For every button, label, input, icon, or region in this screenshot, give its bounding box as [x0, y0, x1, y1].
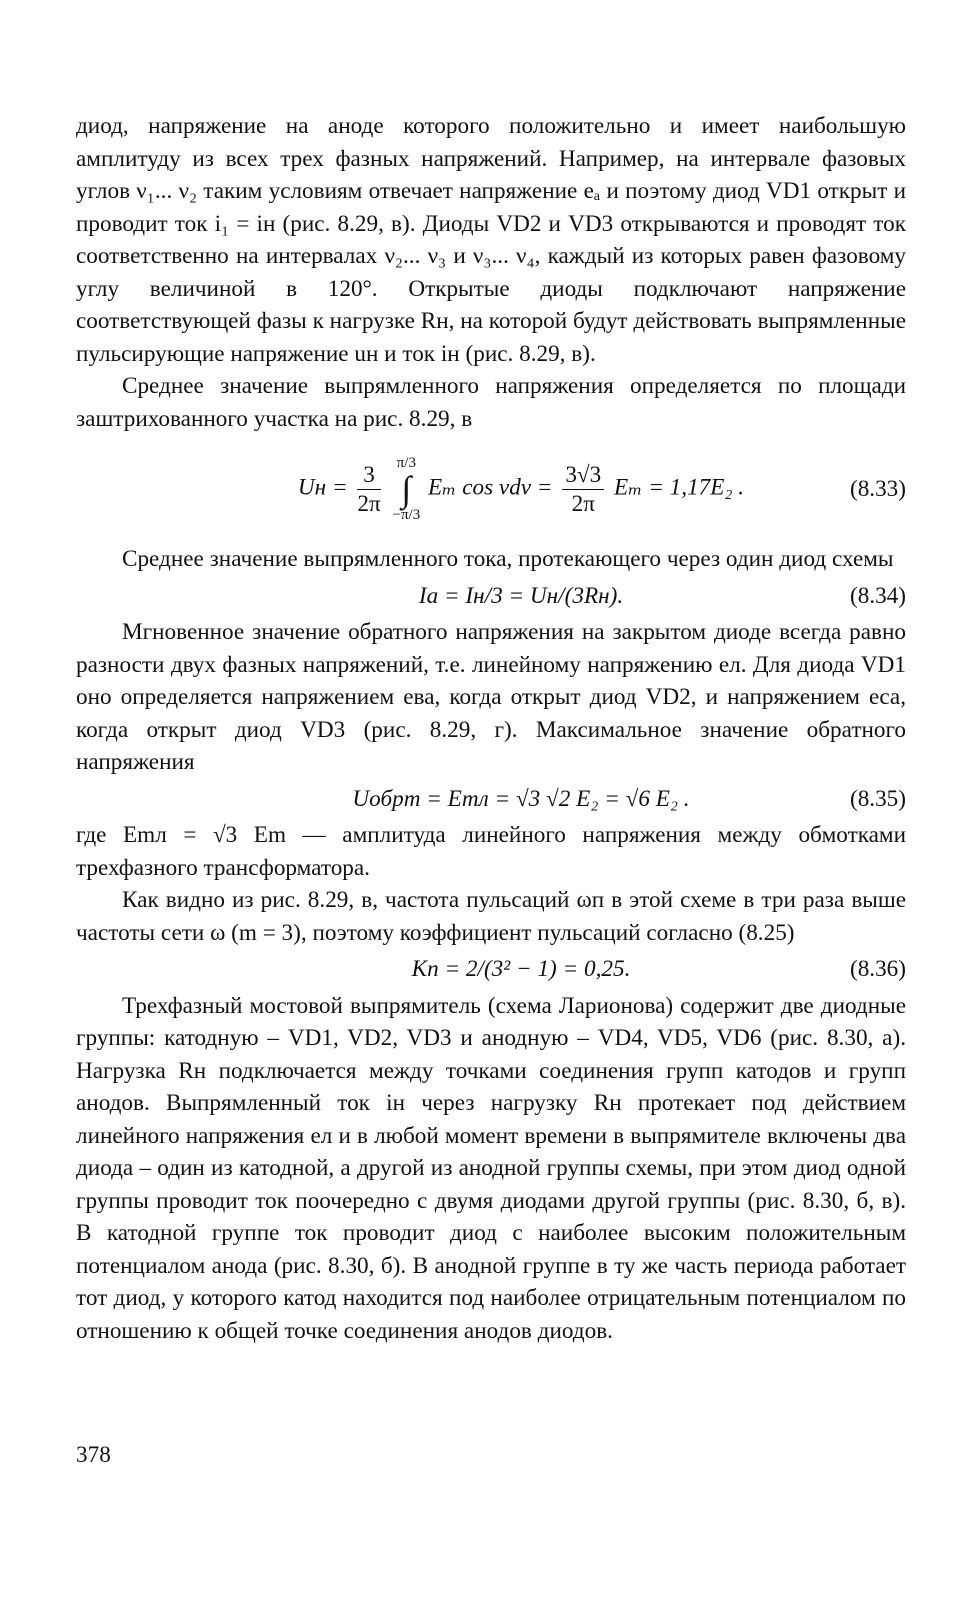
- paragraph-6: Как видно из рис. 8.29, в, частота пульсаций ωп в этой схеме в три раза выше частоты сети ω (m = 3), поэтому коэффициент пульсаций согласно (8.25): [76, 887, 906, 946]
- paragraph-2: Среднее значение выпрямленного напряжения определяется по площади заштрихованного участка на рис. 8.29, в: [76, 373, 906, 432]
- equation-8-36: [76, 953, 906, 986]
- equation-8-35-text: Uобрm = Emл = √3 √2 E₂ = √6 E₂ .: [352, 785, 690, 812]
- equation-8-36-body: [76, 953, 826, 986]
- paragraph-1: диод, напряжение на аноде которого положительно и имеет наибольшую амплитуду из всех трех фазных напряжений. Например, на интервале фазовых углов ν₁... ν₂ таким условиям отвечает напряжение eₐ и поэтому диод VD1 открыт и проводит ток i₁ = iн (рис. 8.29, в). Диоды VD2 и VD3 открываются и проводят ток соответственно на интервалах ν₂... ν₃ и ν₃... ν₄, каждый из которых равен фазовому углу величиной в 120°. Открытые диоды подключают напряжение соответствующей фазы к нагрузке Rн, на которой будут действовать выпрямленные пульсирующие напряжение uн и ток iн (рис. 8.29, в).: [76, 113, 906, 367]
- equation-8-36-number: (8.36): [849, 956, 906, 982]
- paragraph-5: где Emл = √3 Em — амплитуда линейного напряжения между обмотками трехфазного трансформатора.: [76, 822, 906, 881]
- equation-8-35-body: [76, 783, 826, 816]
- equation-8-36-text: Kп = 2/(3² − 1) = 0,25.: [411, 956, 631, 982]
- paragraph-4: Мгновенное значение обратного напряжения на закрытом диоде всегда равно разности двух фазных напряжений, т.е. линейному напряжению eл. Для диода VD1 оно определяется напряжением eва, когда открыт диод VD2, и напряжением eса, когда открыт диод VD3 (рис. 8.29, г). Максимальное значение обратного напряжения: [76, 619, 906, 775]
- eq-fraction-1: [357, 461, 380, 518]
- integral-sign: [393, 455, 421, 523]
- eq-fraction-1-num: 3: [357, 461, 380, 490]
- page-body: [76, 110, 906, 1347]
- eq-integrand: Eₘ cos νdν =: [428, 474, 553, 501]
- paragraph-3: Среднее значение выпрямленного тока, протекающего через один диод схемы: [122, 546, 894, 572]
- equation-8-33-body: [76, 455, 826, 523]
- eq-fraction-1-den: 2π: [357, 490, 381, 517]
- eq-fraction-2-den: 2π: [571, 490, 595, 517]
- equation-8-33: [76, 439, 906, 539]
- equation-8-33-number: (8.33): [849, 475, 906, 502]
- eq-fraction-2-num: 3√3: [562, 461, 604, 490]
- equation-8-34-text: Iа = Iн/3 = Uн/(3Rн).: [418, 582, 624, 609]
- equation-8-35-number: (8.35): [849, 785, 906, 812]
- eq-rhs: Eₘ = 1,17E₂ .: [614, 474, 745, 501]
- integral-lower-limit: −π/3: [392, 507, 421, 523]
- equation-8-34-body: [76, 580, 826, 613]
- eq-lhs: Uн =: [297, 474, 348, 501]
- paragraph-7: Трехфазный мостовой выпрямитель (схема Ларионова) содержит две диодные группы: катодную – VD1, VD2, VD3 и анодную – VD4, VD5, VD6 (рис. 8.30, а). Нагрузка Rн подключается между точками соединения групп катодов и групп анодов. Выпрямленный ток iн через нагрузку Rн протекает под действием линейного напряжения eл и в любой момент времени в выпрямителе включены два диода – один из катодной, а другой из анодной группы схемы, при этом диод одной группы проводит ток поочередно с двумя диодами другой группы (рис. 8.30, б, в). В катодной группе ток проводит диод с наиболее высоким положительным потенциалом анода (рис. 8.30, б). В анодной группе в ту же часть периода работает тот диод, у которого катод находится под наиболее отрицательным потенциалом по отношению к общей точке соединения анодов диодов.: [76, 992, 906, 1344]
- equation-8-35: [76, 783, 906, 816]
- equation-8-34-number: (8.34): [849, 582, 906, 609]
- integral-upper-limit: π/3: [396, 455, 416, 471]
- integral-symbol: ∫: [401, 469, 412, 509]
- equation-8-34: [76, 580, 906, 613]
- page-number: 378: [76, 1442, 111, 1468]
- eq-fraction-2: [562, 461, 604, 518]
